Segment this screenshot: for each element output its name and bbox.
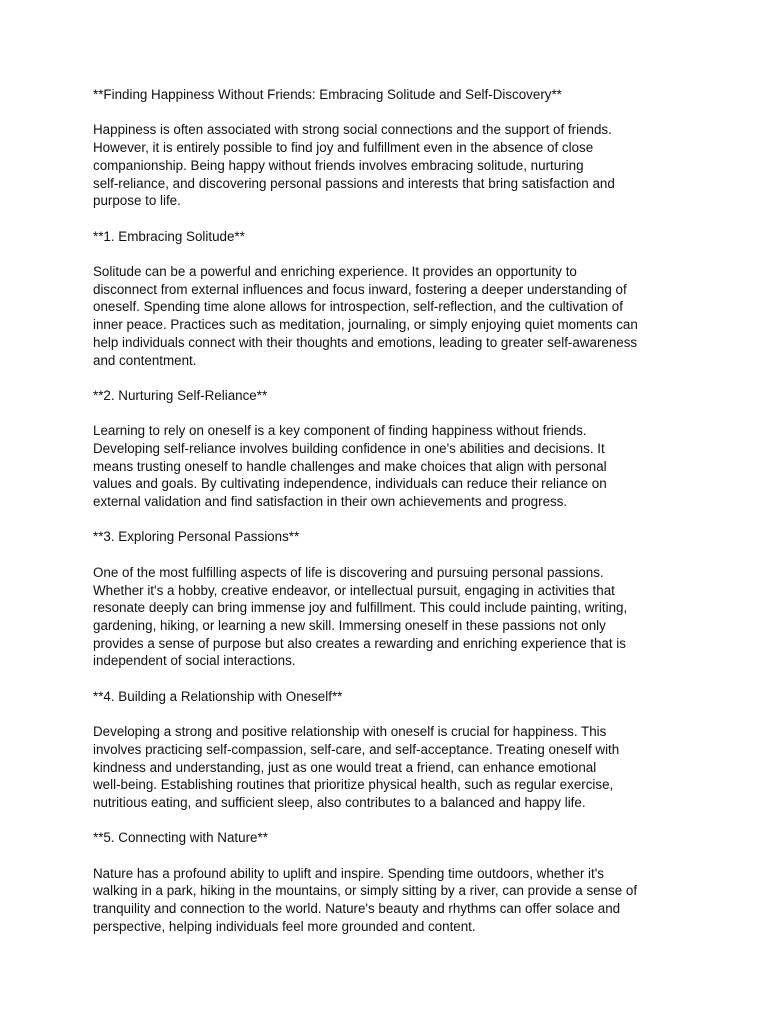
section-paragraph: One of the most fulfilling aspects of life is discovering and pursuing personal passions. Whether it's a hobby, creative endeavor, or intellectual pursuit, engaging in activities that resonate deeply can bring immense joy and fulfillment. This could include painting, writing, gardening, hiking, or learning a new skill. Immersing oneself in these passions not only provides a sense of purpose but also creates a rewarding and enriching experience that is independent of social interactions.	[93, 564, 628, 669]
section-heading: **1. Embracing Solitude**	[93, 228, 245, 244]
document-body	[93, 86, 693, 936]
section-paragraph: Developing a strong and positive relationship with oneself is crucial for happiness. This involves practicing self-compassion, self-care, and self-acceptance. Treating oneself with kindness and understanding, just as one would treat a friend, can enhance emotional well-being. Establishing routines that prioritize physical health, such as regular exercise, nutritious eating, and sufficient sleep, also contributes to a balanced and happy life.	[93, 724, 620, 810]
section-heading: **5. Connecting with Nature**	[93, 830, 268, 846]
section-heading: **2. Nurturing Self-Reliance**	[93, 387, 268, 403]
section-paragraph: Nature has a profound ability to uplift and inspire. Spending time outdoors, whether it's walking in a park, hiking in the mountains, or simply sitting by a river, can provide a sense of tranquility and connection to the world. Nature's beauty and rhythms can offer solace and perspective, helping individuals feel more grounded and content.	[93, 865, 638, 934]
document-title: **Finding Happiness Without Friends: Embracing Solitude and Self-Discovery**	[93, 87, 562, 102]
intro-paragraph: Happiness is often associated with strong social connections and the support of friends. However, it is entirely possible to find joy and fulfillment even in the absence of close companionship. Being happy without friends involves embracing solitude, nurturing self-reliance, and discovering personal passions and interests that bring satisfaction and purpose to life.	[93, 122, 615, 209]
section-paragraph: Solitude can be a powerful and enriching experience. It provides an opportunity to disconnect from external influences and focus inward, fostering a deeper understanding of oneself. Spending time alone allows for introspection, self-reflection, and the cultivation of inner peace. Practices such as meditation, journaling, or simply enjoying quiet moments can help individuals connect with their thoughts and emotions, leading to greater self-awareness and contentment.	[93, 263, 638, 368]
section-heading: **4. Building a Relationship with Oneself**	[93, 688, 343, 704]
section-heading: **3. Exploring Personal Passions**	[93, 529, 300, 545]
section-paragraph: Learning to rely on oneself is a key component of finding happiness without friends. Developing self-reliance involves building confidence in one's abilities and decisions. It means trusting oneself to handle challenges and make choices that align with personal values and goals. By cultivating independence, individuals can reduce their reliance on external validation and find satisfaction in their own achievements and progress.	[93, 423, 607, 510]
